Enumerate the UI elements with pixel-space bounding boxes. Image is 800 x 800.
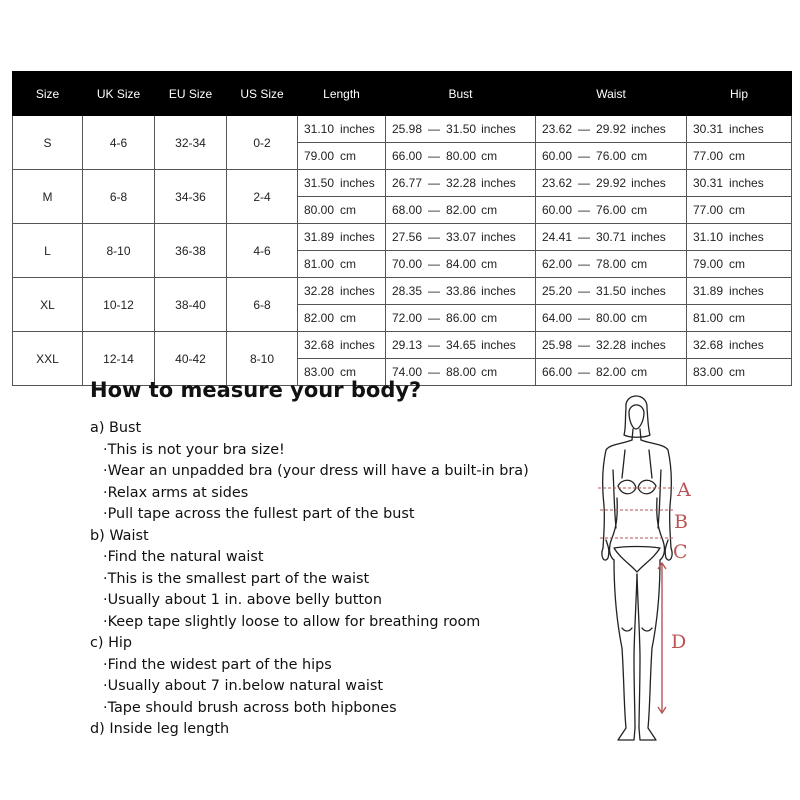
range-high: 82.00 <box>446 203 477 217</box>
range-cell <box>536 278 687 305</box>
unit: inches <box>481 338 516 352</box>
range-cell <box>536 332 687 359</box>
unit: inches <box>729 338 764 352</box>
value: 32.28 <box>304 284 335 298</box>
unit: inches <box>481 176 516 190</box>
range-dash: — <box>428 365 441 379</box>
us-size-cell: 8-10 <box>227 332 298 386</box>
value: 32.68 <box>304 338 335 352</box>
size-cell: XL <box>13 278 83 332</box>
range-high: 30.71 <box>596 230 627 244</box>
range-cell <box>386 170 536 197</box>
size-cell: L <box>13 224 83 278</box>
range-dash: — <box>578 203 591 217</box>
range-low: 28.35 <box>392 284 423 298</box>
measure-cell <box>687 332 792 359</box>
unit: inches <box>631 122 666 136</box>
unit: inches <box>729 284 764 298</box>
range-high: 78.00 <box>596 257 627 271</box>
unit: cm <box>481 149 498 163</box>
us-size-cell: 4-6 <box>227 224 298 278</box>
range-dash: — <box>428 257 441 271</box>
range-cell <box>386 278 536 305</box>
unit: cm <box>729 365 746 379</box>
column-header: Hip <box>687 72 792 116</box>
value: 77.00 <box>693 149 724 163</box>
range-low: 23.62 <box>542 176 573 190</box>
section-heading: c) Hip <box>90 635 133 651</box>
unit: cm <box>481 365 498 379</box>
table-header-row <box>13 72 792 116</box>
range-dash: — <box>578 149 591 163</box>
range-dash: — <box>428 122 441 136</box>
tip-item: ·Usually about 1 in. above belly button <box>103 592 382 608</box>
range-cell <box>536 305 687 332</box>
range-low: 68.00 <box>392 203 423 217</box>
size-cell: M <box>13 170 83 224</box>
value: 31.89 <box>693 284 724 298</box>
value: 83.00 <box>304 365 335 379</box>
measure-cell <box>298 143 386 170</box>
range-dash: — <box>428 176 441 190</box>
column-header: Size <box>13 72 83 116</box>
measure-cell <box>687 170 792 197</box>
unit: inches <box>340 284 375 298</box>
value: 32.68 <box>693 338 724 352</box>
column-header: UK Size <box>83 72 155 116</box>
tip-item: ·Find the natural waist <box>103 549 264 565</box>
measure-cell <box>298 224 386 251</box>
range-dash: — <box>578 230 591 244</box>
unit: inches <box>631 284 666 298</box>
tip-item: ·Tape should brush across both hipbones <box>103 699 397 716</box>
measure-cell <box>687 305 792 332</box>
section-heading: d) Inside leg length <box>90 721 230 737</box>
uk-size-cell: 8-10 <box>83 224 155 278</box>
size-chart-table <box>12 71 792 386</box>
range-low: 64.00 <box>542 311 573 325</box>
us-size-cell: 2-4 <box>227 170 298 224</box>
column-header: EU Size <box>155 72 227 116</box>
range-high: 34.65 <box>446 338 477 352</box>
unit: inches <box>481 284 516 298</box>
range-cell <box>386 197 536 224</box>
unit: cm <box>340 149 357 163</box>
unit: inches <box>729 176 764 190</box>
unit: cm <box>631 149 648 163</box>
range-high: 80.00 <box>446 149 477 163</box>
range-high: 32.28 <box>596 338 627 352</box>
unit: cm <box>340 203 357 217</box>
range-cell <box>386 143 536 170</box>
measure-cell <box>687 359 792 386</box>
unit: cm <box>729 203 746 217</box>
size-cell: XXL <box>13 332 83 386</box>
unit: inches <box>340 230 375 244</box>
range-high: 76.00 <box>596 203 627 217</box>
value: 31.10 <box>304 122 335 136</box>
value: 31.89 <box>304 230 335 244</box>
unit: cm <box>481 203 498 217</box>
range-low: 72.00 <box>392 311 423 325</box>
range-low: 25.98 <box>392 122 423 136</box>
range-high: 76.00 <box>596 149 627 163</box>
range-high: 33.07 <box>446 230 477 244</box>
column-header: Bust <box>386 72 536 116</box>
range-high: 82.00 <box>596 365 627 379</box>
us-size-cell: 6-8 <box>227 278 298 332</box>
range-cell <box>536 197 687 224</box>
eu-size-cell: 34-36 <box>155 170 227 224</box>
measure-cell <box>298 197 386 224</box>
tip-item: ·Find the widest part of the hips <box>103 656 332 673</box>
range-cell <box>536 359 687 386</box>
value: 83.00 <box>693 365 724 379</box>
unit: cm <box>340 365 357 379</box>
range-dash: — <box>428 311 441 325</box>
range-high: 88.00 <box>446 365 477 379</box>
range-low: 60.00 <box>542 203 573 217</box>
table-row <box>13 278 792 305</box>
unit: inches <box>481 122 516 136</box>
value: 31.50 <box>304 176 335 190</box>
label-b: B <box>674 511 688 533</box>
range-cell <box>386 116 536 143</box>
unit: cm <box>631 257 648 271</box>
section-heading: b) Waist <box>90 527 149 544</box>
range-dash: — <box>428 338 441 352</box>
tip-item: ·Wear an unpadded bra (your dress will have a built-in bra) <box>103 463 529 479</box>
measure-cell <box>687 197 792 224</box>
tip-item: ·Usually about 7 in.below natural waist <box>103 678 384 694</box>
measure-cell <box>298 305 386 332</box>
unit: cm <box>631 365 648 379</box>
unit: inches <box>729 230 764 244</box>
range-high: 86.00 <box>446 311 477 325</box>
column-header: Length <box>298 72 386 116</box>
range-low: 62.00 <box>542 257 573 271</box>
range-dash: — <box>428 149 441 163</box>
range-low: 25.98 <box>542 338 573 352</box>
range-dash: — <box>578 122 591 136</box>
unit: inches <box>340 176 375 190</box>
unit: inches <box>340 122 375 136</box>
range-cell <box>536 224 687 251</box>
range-low: 74.00 <box>392 365 423 379</box>
measure-cell <box>298 251 386 278</box>
range-cell <box>386 332 536 359</box>
section-heading: a) Bust <box>90 420 142 436</box>
unit: cm <box>340 311 357 325</box>
unit: inches <box>481 230 516 244</box>
unit: cm <box>729 257 746 271</box>
range-low: 23.62 <box>542 122 573 136</box>
value: 30.31 <box>693 122 724 136</box>
measure-cell <box>298 332 386 359</box>
unit: inches <box>631 176 666 190</box>
measure-guide <box>90 418 560 741</box>
range-dash: — <box>578 365 591 379</box>
tip-item: ·This is not your bra size! <box>103 441 285 458</box>
range-dash: — <box>428 203 441 217</box>
eu-size-cell: 38-40 <box>155 278 227 332</box>
label-a: A <box>677 479 691 501</box>
range-cell <box>536 143 687 170</box>
label-d: D <box>671 631 687 653</box>
range-cell <box>536 170 687 197</box>
range-dash: — <box>578 338 591 352</box>
range-high: 31.50 <box>596 284 627 298</box>
uk-size-cell: 4-6 <box>83 116 155 170</box>
tip-item: ·Relax arms at sides <box>103 484 249 501</box>
unit: cm <box>481 311 498 325</box>
value: 81.00 <box>693 311 724 325</box>
measure-cell <box>687 116 792 143</box>
column-header: US Size <box>227 72 298 116</box>
body-measurement-figure <box>578 388 708 753</box>
range-cell <box>386 251 536 278</box>
unit: cm <box>729 149 746 163</box>
measure-cell <box>687 278 792 305</box>
unit: cm <box>631 203 648 217</box>
column-header: Waist <box>536 72 687 116</box>
unit: cm <box>631 311 648 325</box>
table-row <box>13 170 792 197</box>
range-high: 29.92 <box>596 176 627 190</box>
guide-title: How to measure your body? <box>90 378 422 402</box>
unit: cm <box>729 311 746 325</box>
eu-size-cell: 40-42 <box>155 332 227 386</box>
range-low: 66.00 <box>392 149 423 163</box>
eu-size-cell: 36-38 <box>155 224 227 278</box>
table-row <box>13 332 792 359</box>
unit: cm <box>340 257 357 271</box>
value: 79.00 <box>304 149 335 163</box>
measure-cell <box>298 278 386 305</box>
value: 31.10 <box>693 230 724 244</box>
range-dash: — <box>578 311 591 325</box>
range-high: 29.92 <box>596 122 627 136</box>
value: 30.31 <box>693 176 724 190</box>
measure-cell <box>687 224 792 251</box>
us-size-cell: 0-2 <box>227 116 298 170</box>
range-high: 80.00 <box>596 311 627 325</box>
tip-item: ·Pull tape across the fullest part of the bust <box>103 506 415 522</box>
range-dash: — <box>578 257 591 271</box>
value: 82.00 <box>304 311 335 325</box>
measure-cell <box>298 170 386 197</box>
range-cell <box>536 116 687 143</box>
measure-cell <box>687 251 792 278</box>
unit: inches <box>340 338 375 352</box>
range-cell <box>386 224 536 251</box>
range-high: 32.28 <box>446 176 477 190</box>
range-high: 84.00 <box>446 257 477 271</box>
uk-size-cell: 6-8 <box>83 170 155 224</box>
tip-item: ·Keep tape slightly loose to allow for breathing room <box>103 613 481 630</box>
range-low: 29.13 <box>392 338 423 352</box>
unit: inches <box>631 230 666 244</box>
uk-size-cell: 12-14 <box>83 332 155 386</box>
range-dash: — <box>578 284 591 298</box>
table-row <box>13 116 792 143</box>
value: 77.00 <box>693 203 724 217</box>
range-dash: — <box>428 230 441 244</box>
range-high: 31.50 <box>446 122 477 136</box>
value: 80.00 <box>304 203 335 217</box>
range-low: 60.00 <box>542 149 573 163</box>
table-row <box>13 224 792 251</box>
range-low: 26.77 <box>392 176 423 190</box>
unit: cm <box>481 257 498 271</box>
unit: inches <box>631 338 666 352</box>
measure-cell <box>298 116 386 143</box>
range-cell <box>536 251 687 278</box>
range-dash: — <box>578 176 591 190</box>
range-low: 24.41 <box>542 230 573 244</box>
tip-item: ·This is the smallest part of the waist <box>103 570 370 587</box>
value: 81.00 <box>304 257 335 271</box>
label-c: C <box>673 541 688 563</box>
range-low: 70.00 <box>392 257 423 271</box>
size-cell: S <box>13 116 83 170</box>
uk-size-cell: 10-12 <box>83 278 155 332</box>
range-cell <box>386 305 536 332</box>
range-high: 33.86 <box>446 284 477 298</box>
range-low: 25.20 <box>542 284 573 298</box>
range-low: 66.00 <box>542 365 573 379</box>
unit: inches <box>729 122 764 136</box>
range-low: 27.56 <box>392 230 423 244</box>
range-dash: — <box>428 284 441 298</box>
measure-cell <box>687 143 792 170</box>
eu-size-cell: 32-34 <box>155 116 227 170</box>
value: 79.00 <box>693 257 724 271</box>
